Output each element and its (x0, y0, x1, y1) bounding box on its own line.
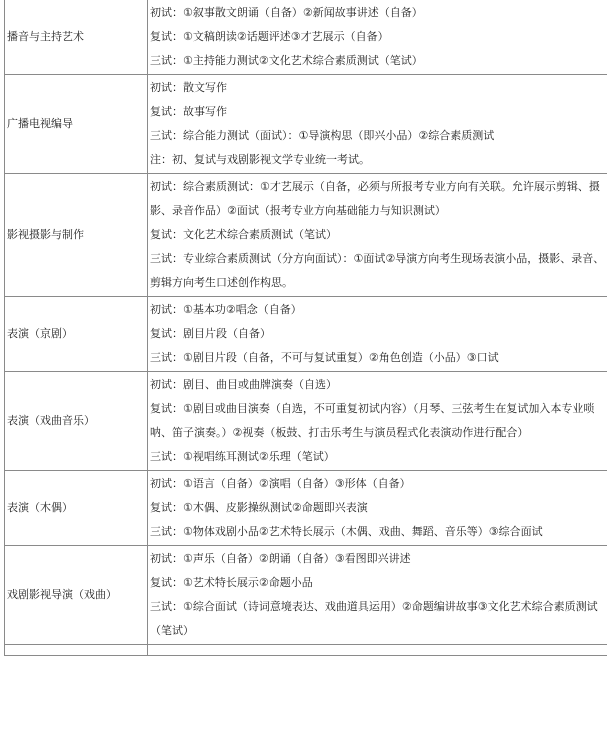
exam-requirement-line: 复试：故事写作 (150, 105, 227, 118)
exam-requirement-line: 初试：①声乐（自备）②朗诵（自备）③看图即兴讲述 (150, 552, 411, 565)
exam-requirement-line: 初试：剧目、曲目或曲牌演奏（自选） (150, 378, 337, 391)
exam-requirement-line: 初试：综合素质测试：①才艺展示（自备，必须与所报考专业方向有关联。允许展示剪辑、摄影、录音作品）②面试（报考专业方向基础能力与知识测试） (150, 180, 600, 217)
major-name-cell: 播音与主持艺术 (5, 0, 148, 75)
table-row (5, 75, 607, 174)
exam-requirement-line: 初试：①叙事散文朗诵（自备）②新闻故事讲述（自备） (150, 6, 423, 19)
exam-requirement-line: 三试：综合能力测试（面试）：①导演构思（即兴小品）②综合素质测试 (150, 129, 495, 142)
exam-requirement-line: 三试：①视唱练耳测试②乐理（笔试） (150, 450, 335, 463)
requirements-cell-empty (148, 645, 607, 656)
exam-requirement-line: 复试：文化艺术综合素质测试（笔试） (150, 228, 337, 241)
major-name-cell-empty (5, 645, 148, 656)
major-name-cell: 表演（戏曲音乐） (5, 372, 148, 471)
requirements-cell (148, 0, 607, 75)
table-row (5, 471, 607, 546)
requirements-cell (148, 372, 607, 471)
requirements-cell (148, 546, 607, 645)
exam-requirement-note: 注：初、复试与戏剧影视文学专业统一考试。 (150, 153, 370, 166)
exam-requirement-line: 三试：专业综合素质测试（分方向面试）：①面试②导演方向考生现场表演小品，摄影、录音、剪辑方向考生口述创作构思。 (150, 252, 605, 289)
requirements-cell (148, 174, 607, 297)
exam-requirement-line: 初试：①基本功②唱念（自备） (150, 303, 302, 316)
exam-requirement-line: 三试：①综合面试（诗词意境表达、戏曲道具运用）②命题编讲故事③文化艺术综合素质测试（笔试） (150, 600, 598, 637)
exam-requirement-line: 复试：剧目片段（自备） (150, 327, 271, 340)
exam-requirement-line: 三试：①剧目片段（自备，不可与复试重复）②角色创造（小品）③口试 (150, 351, 499, 364)
major-name-cell: 影视摄影与制作 (5, 174, 148, 297)
exam-requirement-line: 复试：①剧目或曲目演奏（自选，不可重复初试内容）（月琴、三弦考生在复试加入本专业唢呐、笛子演奏。）②视奏（板鼓、打击乐考生与演员程式化表演动作进行配合） (150, 402, 595, 439)
table-row (5, 297, 607, 372)
exam-requirement-line: 复试：①艺术特长展示②命题小品 (150, 576, 313, 589)
requirements-cell (148, 297, 607, 372)
major-name-cell: 戏剧影视导演（戏曲） (5, 546, 148, 645)
exam-requirement-line: 初试：①语言（自备）②演唱（自备）③形体（自备） (150, 477, 411, 490)
exam-requirement-line: 复试：①木偶、皮影操纵测试②命题即兴表演 (150, 501, 368, 514)
exam-requirement-line: 初试：散文写作 (150, 81, 227, 94)
exam-requirements-table (4, 0, 607, 656)
table-row (5, 546, 607, 645)
exam-requirement-line: 复试：①文稿朗读②话题评述③才艺展示（自备） (150, 30, 389, 43)
table-row (5, 174, 607, 297)
major-name-cell: 表演（木偶） (5, 471, 148, 546)
table-row-partial (5, 645, 607, 656)
major-name-cell: 广播电视编导 (5, 75, 148, 174)
exam-requirement-line: 三试：①物体戏剧小品②艺术特长展示（木偶、戏曲、舞蹈、音乐等）③综合面试 (150, 525, 543, 538)
requirements-cell (148, 75, 607, 174)
major-name-cell: 表演（京剧） (5, 297, 148, 372)
requirements-cell (148, 471, 607, 546)
table-row (5, 372, 607, 471)
table-row (5, 0, 607, 75)
exam-requirement-line: 三试：①主持能力测试②文化艺术综合素质测试（笔试） (150, 54, 423, 67)
